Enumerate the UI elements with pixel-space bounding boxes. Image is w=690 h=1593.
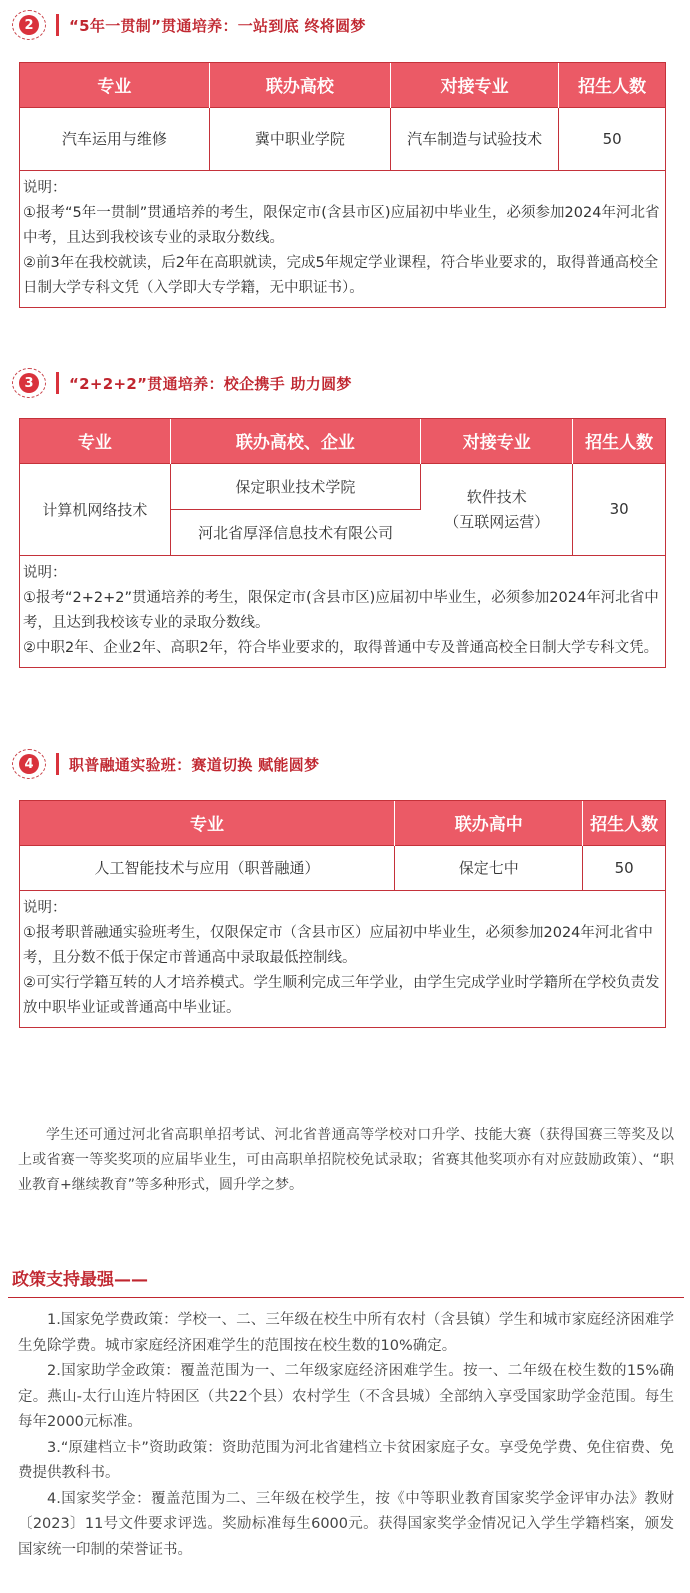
section-number-badge: 2 [19, 15, 39, 35]
title-bar [56, 753, 59, 775]
note-item: ①报考“2+2+2”贯通培养的考生，限保定市(含县市区)应届初中毕业生，必须参加2024年河北省中考，且达到我校该专业的录取分数线。 [23, 590, 659, 631]
section-4-header [12, 749, 319, 779]
target-name: 软件技术 [466, 488, 527, 507]
note-item: ①报考职普融通实验班考生，仅限保定市（含县市区）应届初中毕业生，必须参加2024年河北省中考，且分数不低于保定市普通高中录取最低控制线。 [23, 925, 653, 966]
title-bar [56, 372, 59, 394]
cell-college: 冀中职业学院 [209, 107, 390, 170]
badge-ring [12, 10, 46, 40]
cell-major: 汽车运用与维修 [20, 107, 209, 170]
note-item: ①报考“5年一贯制”贯通培养的考生，限保定市(含县市区)应届初中毕业生，必须参加2024年河北省中考，且达到我校该专业的录取分数线。 [23, 205, 660, 246]
cell-target [421, 463, 573, 555]
policy-item: 2.国家助学金政策：覆盖范围为一、二年级家庭经济困难学生。按一、二年级在校生数的15%确定。燕山-太行山连片特困区（共22个县）农村学生（不含县城）全部纳入享受国家助学金范围。每生每年2000元标准。 [18, 1363, 674, 1430]
note-label: 说明： [23, 900, 67, 916]
section-2-title: “5年一贯制”贯通培养：一站到底 终将圆梦 [69, 16, 366, 35]
note-item: ②前3年在我校就读，后2年在高职就读，完成5年规定学业课程，符合毕业要求的，取得普通高校全日制大学专科文凭（入学即大专学籍，无中职证书）。 [23, 255, 659, 296]
section-4-note [20, 890, 665, 1027]
cell-target: 汽车制造与试验技术 [391, 107, 559, 170]
title-bar [56, 14, 59, 36]
cell-count: 30 [573, 463, 665, 555]
note-label: 说明： [23, 565, 67, 581]
policy-divider [8, 1297, 684, 1298]
section-2-header [12, 10, 366, 40]
header-major: 专业 [20, 419, 170, 463]
header-school: 联办高中 [395, 801, 583, 845]
policy-title: 政策支持最强—— [12, 1270, 148, 1290]
header-count: 招生人数 [573, 419, 665, 463]
header-target: 对接专业 [421, 419, 573, 463]
section-3-header [12, 368, 352, 398]
section-3-note [20, 555, 665, 667]
extra-paragraph: 学生还可通过河北省高职单招考试、河北省普通高等学校对口升学、技能大赛（获得国赛三等奖及以上或省赛一等奖奖项的应届毕业生，可由高职单招院校免试录取；省赛其他奖项亦有对应鼓励政策）、“职业教育+继续教育”等多种形式，圆升学之梦。 [18, 1127, 674, 1193]
cell-college: 保定职业技术学院 [170, 463, 420, 509]
header-major: 专业 [20, 63, 209, 107]
badge-ring [12, 368, 46, 398]
section-number-badge: 3 [19, 373, 39, 393]
section-4-table [19, 800, 666, 1028]
note-item: ②中职2年、企业2年、高职2年，符合毕业要求的，取得普通中专及普通高校全日制大学专科文凭。 [23, 640, 659, 656]
header-count: 招生人数 [583, 801, 665, 845]
cell-count: 50 [559, 107, 665, 170]
cell-major: 计算机网络技术 [20, 463, 170, 555]
section-3-title: “2+2+2”贯通培养：校企携手 助力圆梦 [69, 374, 352, 393]
header-college: 联办高校、企业 [170, 419, 420, 463]
section-number-badge: 4 [19, 754, 39, 774]
cell-count: 50 [583, 845, 665, 890]
cell-company: 河北省厚泽信息技术有限公司 [170, 509, 420, 555]
note-label: 说明： [23, 180, 67, 196]
section-2-table [19, 62, 666, 308]
section-3-table [19, 418, 666, 668]
header-college: 联办高校 [209, 63, 390, 107]
section-2-note [20, 170, 665, 307]
header-target: 对接专业 [391, 63, 559, 107]
header-count: 招生人数 [559, 63, 665, 107]
section-4-title: 职普融通实验班：赛道切换 赋能圆梦 [69, 755, 320, 774]
cell-school: 保定七中 [395, 845, 583, 890]
policy-item: 3.“原建档立卡”资助政策：资助范围为河北省建档立卡贫困家庭子女。享受免学费、免住宿费、免费提供教科书。 [18, 1439, 674, 1481]
policy-item: 4.国家奖学金：覆盖范围为二、三年级在校学生，按《中等职业教育国家奖学金评审办法》教财〔2023〕11号文件要求评选。奖励标准每生6000元。获得国家奖学金情况记入学生学籍档案，颁发国家统一印制的荣誉证书。 [18, 1490, 674, 1558]
note-item: ②可实行学籍互转的人才培养模式。学生顺利完成三年学业，由学生完成学业时学籍所在学校负责发放中职毕业证或普通高中毕业证。 [23, 975, 660, 1016]
target-sub: （互联网运营） [444, 513, 550, 532]
policy-item: 1.国家免学费政策：学校一、二、三年级在校生中所有农村（含县镇）学生和城市家庭经济困难学生免除学费。城市家庭经济困难学生的范围按在校生数的10%确定。 [18, 1312, 674, 1354]
policy-list [18, 1308, 674, 1563]
badge-ring [12, 749, 46, 779]
cell-major: 人工智能技术与应用（职普融通） [20, 845, 395, 890]
header-major: 专业 [20, 801, 395, 845]
